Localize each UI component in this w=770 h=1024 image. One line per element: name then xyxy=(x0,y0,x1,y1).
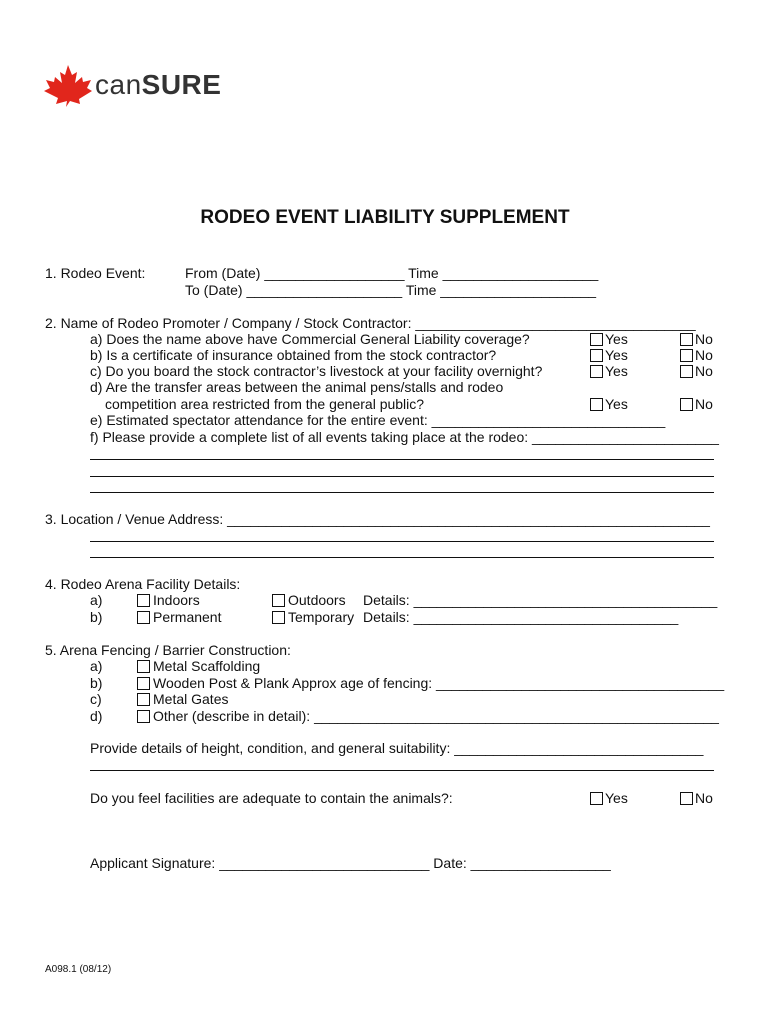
q2-a-yes-label: Yes xyxy=(605,331,628,347)
q5-metal-gates-label: Metal Gates xyxy=(153,691,229,707)
q2-f-text[interactable]: f) Please provide a complete list of all events taking place at the rodeo: ________________________ xyxy=(90,429,719,445)
q4-indoors-label: Indoors xyxy=(153,592,200,608)
q4-permanent-label: Permanent xyxy=(153,609,222,625)
q5-b-letter: b) xyxy=(90,675,103,691)
adequate-no-label: No xyxy=(695,790,713,806)
form-code: A098.1 (08/12) xyxy=(45,964,112,975)
q2-c-yes-label: Yes xyxy=(605,363,628,379)
q3-answer-line-2[interactable] xyxy=(90,557,714,558)
q2-c-no-checkbox[interactable] xyxy=(680,365,693,378)
q2-f-answer-line-1[interactable] xyxy=(90,459,714,460)
q2-f-answer-line-3[interactable] xyxy=(90,492,714,493)
q4-a-letter: a) xyxy=(90,592,103,608)
q5-other-checkbox[interactable] xyxy=(137,710,150,723)
q5-metal-scaffolding-label: Metal Scaffolding xyxy=(153,658,261,674)
provide-details-answer-line[interactable] xyxy=(90,770,714,771)
q4-temporary-details[interactable]: Details: __________________________________ xyxy=(363,609,679,625)
logo-text-can: can xyxy=(95,69,142,100)
q4-b-letter: b) xyxy=(90,609,103,625)
cansure-logo xyxy=(42,63,222,109)
q2-b-yes-checkbox[interactable] xyxy=(590,349,603,362)
q2-c-text: c) Do you board the stock contractor’s livestock at your facility overnight? xyxy=(90,363,543,379)
logo-text-sure: SURE xyxy=(141,69,222,100)
q5-wooden-post-checkbox[interactable] xyxy=(137,677,150,690)
q2-a-no-label: No xyxy=(695,331,713,347)
provide-details-text[interactable]: Provide details of height, condition, and general suitability: ________________________________ xyxy=(90,740,704,756)
q2-label[interactable]: 2. Name of Rodeo Promoter / Company / Stock Contractor: ____________________________________ xyxy=(45,315,696,331)
adequate-question-text: Do you feel facilities are adequate to contain the animals?: xyxy=(90,790,453,806)
q2-f-answer-line-2[interactable] xyxy=(90,476,714,477)
page-title: RODEO EVENT LIABILITY SUPPLEMENT xyxy=(200,207,570,228)
q4-outdoors-label: Outdoors xyxy=(288,592,346,608)
q1-to-line[interactable]: To (Date) ____________________ Time ____________________ xyxy=(185,282,597,298)
q2-b-yes-label: Yes xyxy=(605,347,628,363)
q5-a-letter: a) xyxy=(90,658,103,674)
q1-from-line[interactable]: From (Date) __________________ Time ____________________ xyxy=(185,265,599,281)
q5-metal-gates-checkbox[interactable] xyxy=(137,693,150,706)
logo-wordmark xyxy=(95,69,221,101)
q2-b-no-label: No xyxy=(695,347,713,363)
q2-e-text[interactable]: e) Estimated spectator attendance for the entire event: ______________________________ xyxy=(90,412,666,428)
q2-d-text-2: competition area restricted from the general public? xyxy=(105,396,425,412)
q4-label: 4. Rodeo Arena Facility Details: xyxy=(45,576,241,592)
q2-d-text-1: d) Are the transfer areas between the animal pens/stalls and rodeo xyxy=(90,379,504,395)
q5-other-label[interactable]: Other (describe in detail): ____________________________________________________ xyxy=(153,708,719,724)
q1-label: 1. Rodeo Event: xyxy=(45,265,146,281)
q5-metal-scaffolding-checkbox[interactable] xyxy=(137,660,150,673)
q5-c-letter: c) xyxy=(90,691,102,707)
q4-temporary-checkbox[interactable] xyxy=(272,611,285,624)
q4-indoors-checkbox[interactable] xyxy=(137,594,150,607)
q4-outdoors-details[interactable]: Details: _______________________________________ xyxy=(363,592,718,608)
q2-a-text: a) Does the name above have Commercial General Liability coverage? xyxy=(90,331,530,347)
q2-b-text: b) Is a certificate of insurance obtained from the stock contractor? xyxy=(90,347,497,363)
q5-d-letter: d) xyxy=(90,708,103,724)
maple-leaf-icon xyxy=(42,63,94,107)
q3-answer-line-1[interactable] xyxy=(90,541,714,542)
adequate-no-checkbox[interactable] xyxy=(680,792,693,805)
q2-d-no-checkbox[interactable] xyxy=(680,398,693,411)
q2-d-yes-checkbox[interactable] xyxy=(590,398,603,411)
adequate-yes-label: Yes xyxy=(605,790,628,806)
q2-c-no-label: No xyxy=(695,363,713,379)
adequate-yes-checkbox[interactable] xyxy=(590,792,603,805)
q2-d-no-label: No xyxy=(695,396,713,412)
q3-label[interactable]: 3. Location / Venue Address: ______________________________________________________________ xyxy=(45,511,710,527)
q2-a-no-checkbox[interactable] xyxy=(680,333,693,346)
q2-c-yes-checkbox[interactable] xyxy=(590,365,603,378)
q4-temporary-label: Temporary xyxy=(288,609,355,625)
q4-outdoors-checkbox[interactable] xyxy=(272,594,285,607)
q5-label: 5. Arena Fencing / Barrier Construction: xyxy=(45,642,291,658)
q5-wooden-post-label[interactable]: Wooden Post & Plank Approx age of fencing: _____________________________________ xyxy=(153,675,725,691)
q2-d-yes-label: Yes xyxy=(605,396,628,412)
signature-line[interactable]: Applicant Signature: ___________________________ Date: __________________ xyxy=(90,855,611,871)
q2-b-no-checkbox[interactable] xyxy=(680,349,693,362)
q2-a-yes-checkbox[interactable] xyxy=(590,333,603,346)
q4-permanent-checkbox[interactable] xyxy=(137,611,150,624)
